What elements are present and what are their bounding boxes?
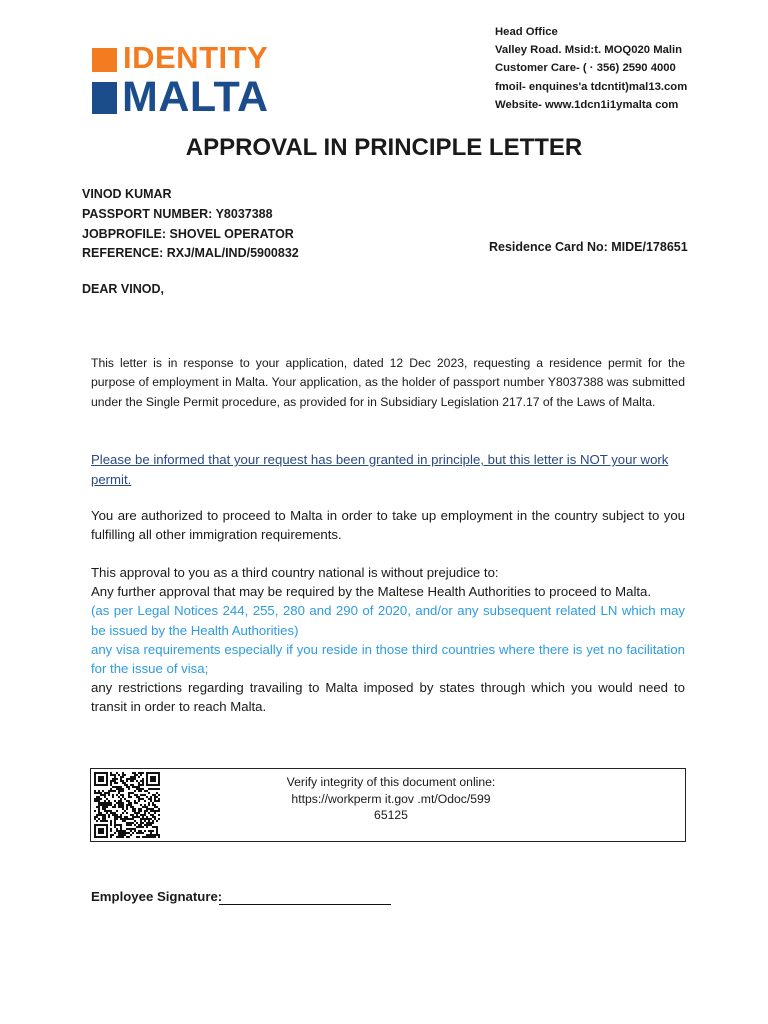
employee-signature-label: Employee Signature: [91, 889, 223, 904]
salutation: DEAR VINOD, [82, 282, 164, 296]
restrictions-line: to transit in order to reach Malta. [91, 680, 685, 715]
notice-line: work permit. [91, 452, 669, 487]
health-line: Any further approval that may be required by the Maltese Health Authorities to proceed to [91, 584, 616, 600]
not-work-permit-notice [91, 450, 685, 489]
legal-line: may be issued by the Health Authorities) [91, 603, 685, 638]
restrictions-line: any restrictions regarding travailing to Malta imposed by states through which you would need [91, 680, 674, 696]
visa-line: facilitation for the issue of visa; [91, 641, 685, 677]
head-office-block [495, 23, 687, 114]
verification-text [241, 774, 541, 824]
visa-clause [91, 640, 685, 678]
conditions-paragraph [91, 563, 685, 717]
health-line: Malta. [615, 584, 652, 600]
response-paragraph [91, 354, 685, 412]
authorized-line: you fulfilling all other immigration requirements. [91, 508, 685, 543]
applicant-jobprofile: JOBPROFILE: SHOVEL OPERATOR [82, 226, 294, 241]
authorized-line: You are authorized to proceed to Malta in order to take up employment in the country subject to [91, 508, 664, 523]
legal-notices-clause [91, 601, 685, 639]
head-office-phone: Customer Care- ( · 356) 2590 4000 [495, 62, 676, 75]
residence-card-number: Residence Card No: MIDE/178651 [489, 240, 688, 254]
logo-orange-bar [92, 48, 117, 72]
head-office-email: fmoil- enquines'a tdcntit)mal13.com [495, 80, 688, 93]
applicant-name: VINOD KUMAR [82, 187, 172, 201]
response-line: Y8037388 was submitted under the Single Permit procedure, as provided for in Subsidiary Legislation [91, 375, 685, 409]
applicant-reference: REFERENCE: RXJ/MAL/IND/5900832 [82, 246, 299, 261]
authorized-paragraph [91, 506, 685, 544]
prejudice-line: This approval to you as a third country national is without prejudice to: [91, 565, 499, 580]
applicant-passport: PASSPORT NUMBER: Y8037388 [82, 206, 273, 221]
visa-line: any visa requirements especially if you reside in those third countries where there is yet no [91, 641, 627, 657]
head-office-website: Website- www.1dcn1i1ymalta com [495, 98, 679, 111]
transit-restrictions-clause [91, 678, 685, 716]
response-line: This letter is in response to your application, dated 12 Dec 2023, requesting a residence permit for [91, 356, 669, 370]
verification-box [90, 768, 686, 842]
signature-line[interactable] [219, 904, 391, 905]
legal-line: (as per Legal Notices 244, 255, 280 and 290 of 2020, and/or any subsequent related LN which [91, 603, 661, 619]
qr-code-icon[interactable] [94, 772, 160, 838]
response-line: 217.17 of the Laws of Malta. [502, 394, 656, 409]
logo-word-identity: IDENTITY [123, 40, 269, 75]
verify-url[interactable]: https://workperm it.gov .mt/Odoc/599 [291, 791, 491, 806]
head-office-title: Head Office [495, 26, 558, 38]
logo-word-malta: MALTA [122, 73, 269, 121]
notice-line: Please be informed that your request has been granted in principle, but this letter is NOT your [91, 452, 641, 467]
letter-title: APPROVAL IN PRINCIPLE LETTER [185, 134, 583, 161]
applicant-details [82, 185, 299, 264]
verify-url-continued: 65125 [374, 808, 408, 822]
response-line: the purpose of employment in Malta. Your application, as the holder of passport number [91, 356, 685, 390]
head-office-address: Valley Road. Msid:t. MOQ020 Malin [495, 44, 683, 57]
verify-instruction: Verify integrity of this document online: [286, 775, 496, 789]
health-authorities-clause [91, 582, 685, 601]
identity-malta-logo [92, 40, 284, 121]
logo-blue-bar [92, 82, 117, 114]
